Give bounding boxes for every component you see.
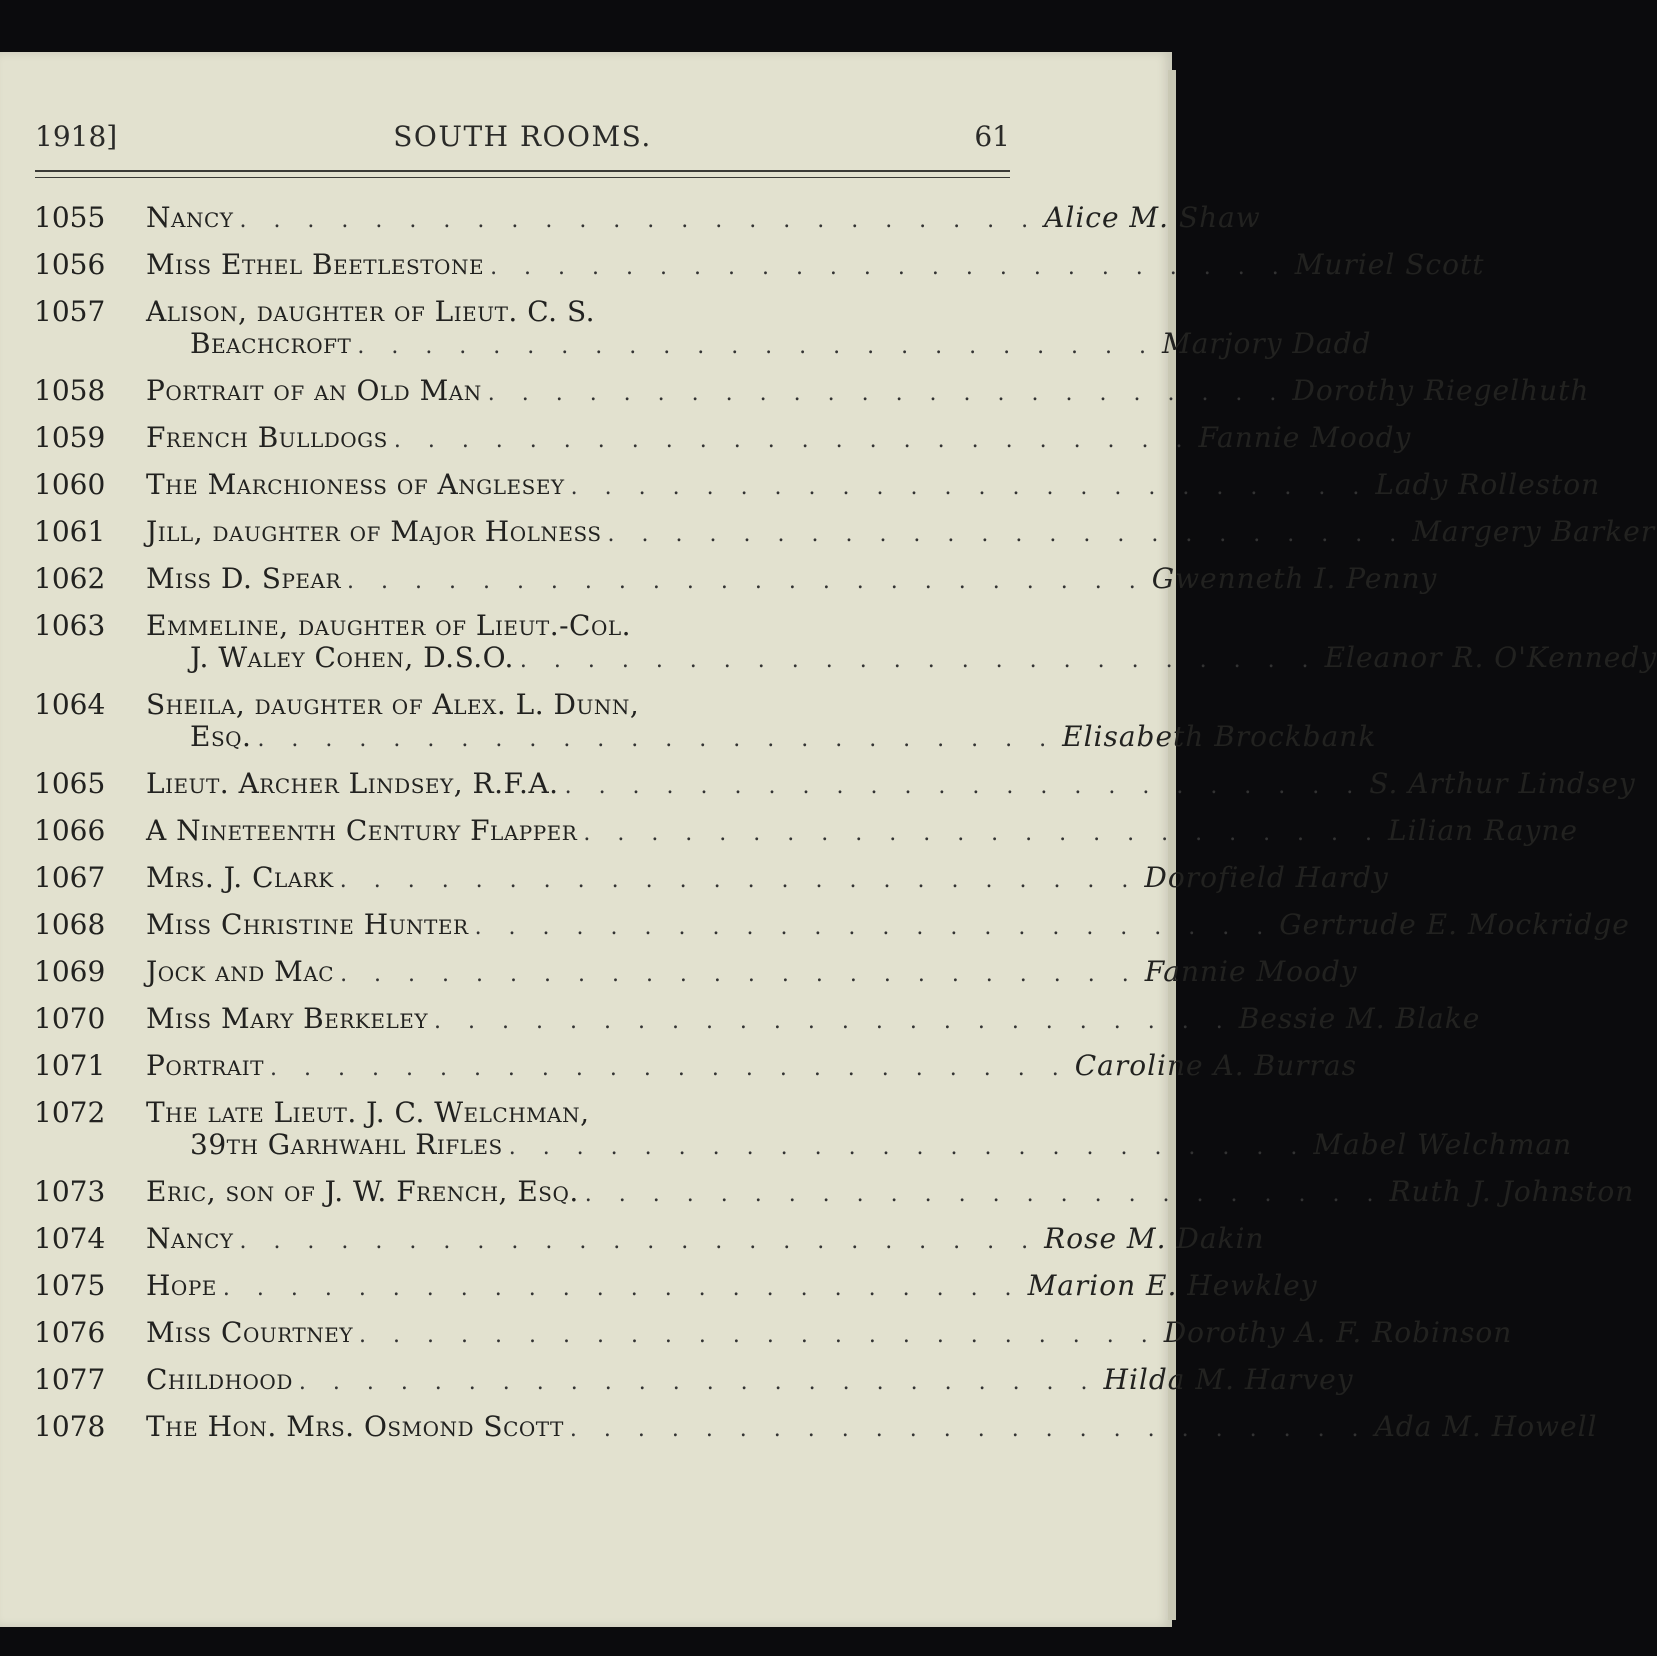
leader-dots: . . . . . . . . . . . . . . . . . . . . . . . . — [222, 1276, 1022, 1301]
entry-title-continued: Beachcroft — [190, 327, 352, 360]
leader-dots: . . . . . . . . . . . . . . . . . . . . . . . . — [340, 962, 1139, 987]
entry-number: 1069 — [34, 955, 106, 988]
entry-artist: Rose M. Dakin — [1044, 1222, 1265, 1255]
leader-dots: . . . . . . . . . . . . . . . . . . . . . . . . — [584, 1182, 1384, 1207]
entry-title: Jill, daughter of Major Holness — [146, 515, 602, 548]
entry-title: The late Lieut. J. C. Welchman, — [146, 1096, 590, 1129]
entry-number: 1072 — [34, 1096, 106, 1129]
header-year: 1918] — [35, 120, 118, 153]
entry-title: Miss D. Spear — [146, 562, 342, 595]
entry-number: 1077 — [34, 1363, 106, 1396]
catalogue-entries — [34, 196, 1657, 1452]
catalogue-entry — [34, 997, 1481, 1044]
entry-title: French Bulldogs — [146, 421, 388, 454]
leader-dots: . . . . . . . . . . . . . . . . . . . . . . . . — [583, 821, 1383, 846]
entry-title: Alison, daughter of Lieut. C. S. — [146, 295, 596, 328]
leader-dots: . . . . . . . . . . . . . . . . . . . . . . . . — [569, 1417, 1369, 1442]
leader-dots: . . . . . . . . . . . . . . . . . . . . . . . . — [564, 774, 1364, 799]
entry-title-continued: 39th Garhwahl Rifles — [190, 1128, 503, 1161]
catalogue-entry — [34, 510, 1656, 557]
leader-dots: . . . . . . . . . . . . . . . . . . . . . . . . — [487, 381, 1287, 406]
entry-title: Miss Christine Hunter — [146, 908, 469, 941]
leader-dots: . . . . . . . . . . . . . . . . . . . . . . . . — [393, 428, 1193, 453]
leader-dots: . . . . . . . . . . . . . . . . . . . . . . . . — [339, 868, 1139, 893]
entry-number: 1070 — [34, 1002, 106, 1035]
entry-number: 1065 — [34, 767, 106, 800]
entry-artist: Ada M. Howell — [1374, 1410, 1598, 1443]
leader-dots: . . . . . . . . . . . . . . . . . . . . . . . . — [607, 522, 1407, 547]
entry-title: The Hon. Mrs. Osmond Scott — [146, 1410, 564, 1443]
entry-number: 1071 — [34, 1049, 106, 1082]
page-number: 61 — [974, 120, 1010, 153]
entry-artist: Lilian Rayne — [1388, 814, 1578, 847]
leader-dots: . . . . . . . . . . . . . . . . . . . . . . . . — [570, 475, 1370, 500]
leader-dots: . . . . . . . . . . . . . . . . . . . . . . . . — [298, 1370, 1098, 1395]
entry-number: 1068 — [34, 908, 106, 941]
entry-title: Jock and Mac — [146, 955, 335, 988]
entry-artist: Fannie Moody — [1144, 955, 1358, 988]
catalogue-entry — [34, 1044, 1357, 1091]
entry-number: 1074 — [34, 1222, 106, 1255]
catalogue-entry — [34, 463, 1601, 510]
entry-title: Nancy — [146, 201, 234, 234]
catalogue-entry — [34, 196, 1261, 243]
entry-artist: Margery Barker — [1412, 515, 1656, 548]
catalogue-entry — [34, 1358, 1354, 1405]
entry-number: 1056 — [34, 248, 106, 281]
leader-dots: . . . . . . . . . . . . . . . . . . . . . . . . — [519, 648, 1319, 673]
entry-body — [146, 689, 1376, 756]
page-header — [35, 120, 1010, 160]
entry-number: 1066 — [34, 814, 106, 847]
catalogue-entry — [34, 856, 1389, 903]
entry-artist: S. Arthur Lindsey — [1369, 767, 1636, 800]
entry-artist: Marjory Dadd — [1162, 327, 1372, 360]
catalogue-entry — [34, 243, 1485, 290]
entry-number: 1075 — [34, 1269, 106, 1302]
leader-dots: . . . . . . . . . . . . . . . . . . . . . . . . — [357, 334, 1157, 359]
entry-number: 1063 — [34, 609, 106, 642]
entry-artist: Dorothy A. F. Robinson — [1163, 1316, 1513, 1349]
entry-artist: Hilda M. Harvey — [1103, 1363, 1354, 1396]
entry-artist: Bessie M. Blake — [1238, 1002, 1481, 1035]
entry-title: Hope — [146, 1269, 217, 1302]
entry-artist: Mabel Welchman — [1313, 1128, 1573, 1161]
leader-dots: . . . . . . . . . . . . . . . . . . . . . . . . — [239, 208, 1039, 233]
entry-title: Portrait — [146, 1049, 265, 1082]
entry-title: Lieut. Archer Lindsey, R.F.A. — [146, 767, 559, 800]
leader-dots: . . . . . . . . . . . . . . . . . . . . . . . . — [508, 1135, 1308, 1160]
entry-title: Nancy — [146, 1222, 234, 1255]
leader-dots: . . . . . . . . . . . . . . . . . . . . . . . . — [257, 727, 1057, 752]
entry-artist: Dorofield Hardy — [1144, 861, 1389, 894]
catalogue-entry — [34, 1264, 1318, 1311]
catalogue-entry — [34, 762, 1636, 809]
entry-title: A Nineteenth Century Flapper — [146, 814, 578, 847]
entry-artist: Ruth J. Johnston — [1389, 1175, 1635, 1208]
entry-title: Portrait of an Old Man — [146, 374, 482, 407]
entry-artist: Marion E. Hewkley — [1027, 1269, 1318, 1302]
entry-number: 1061 — [34, 515, 106, 548]
catalogue-entry — [34, 1311, 1513, 1358]
entry-number: 1078 — [34, 1410, 106, 1443]
entry-artist: Eleanor R. O'Kennedy — [1324, 641, 1657, 674]
catalogue-entry — [34, 903, 1630, 950]
entry-number: 1067 — [34, 861, 106, 894]
catalogue-entry — [34, 290, 1372, 369]
leader-dots: . . . . . . . . . . . . . . . . . . . . . . . . — [239, 1229, 1039, 1254]
catalogue-entry — [34, 369, 1590, 416]
entry-number: 1059 — [34, 421, 106, 454]
catalogue-entry — [34, 1091, 1573, 1170]
header-rule-thick — [35, 170, 1010, 172]
entry-body — [146, 610, 1657, 677]
leader-dots: . . . . . . . . . . . . . . . . . . . . . . . . — [270, 1056, 1069, 1081]
leader-dots: . . . . . . . . . . . . . . . . . . . . . . . . — [434, 1009, 1233, 1034]
entry-artist: Caroline A. Burras — [1074, 1049, 1357, 1082]
entry-title: Miss Ethel Beetlestone — [146, 248, 485, 281]
catalogue-entry — [34, 683, 1377, 762]
entry-title: Miss Courtney — [146, 1316, 354, 1349]
entry-body — [146, 1097, 1572, 1164]
entry-artist: Dorothy Riegelhuth — [1292, 374, 1590, 407]
catalogue-entry — [34, 557, 1438, 604]
entry-number: 1076 — [34, 1316, 106, 1349]
entry-artist: Alice M. Shaw — [1044, 201, 1261, 234]
entry-title: Emmeline, daughter of Lieut.-Col. — [146, 609, 632, 642]
entry-title: Sheila, daughter of Alex. L. Dunn, — [146, 688, 640, 721]
entry-number: 1055 — [34, 201, 106, 234]
catalogue-entry — [34, 809, 1578, 856]
catalogue-entry — [34, 950, 1358, 997]
entry-artist: Muriel Scott — [1294, 248, 1485, 281]
entry-number: 1073 — [34, 1175, 106, 1208]
entry-title: The Marchioness of Anglesey — [146, 468, 565, 501]
entry-artist: Gertrude E. Mockridge — [1279, 908, 1630, 941]
catalogue-entry — [34, 416, 1412, 463]
entry-number: 1064 — [34, 688, 106, 721]
catalogue-entry — [34, 1170, 1635, 1217]
entry-title: Eric, son of J. W. French, Esq. — [146, 1175, 579, 1208]
entry-title-continued: Esq. — [190, 720, 252, 753]
entry-number: 1058 — [34, 374, 106, 407]
catalogue-entry — [34, 604, 1657, 683]
entry-artist: Fannie Moody — [1198, 421, 1412, 454]
catalogue-entry — [34, 1405, 1598, 1452]
leader-dots: . . . . . . . . . . . . . . . . . . . . . . . . — [359, 1323, 1158, 1348]
entry-number: 1062 — [34, 562, 106, 595]
header-title: SOUTH ROOMS. — [393, 120, 652, 153]
leader-dots: . . . . . . . . . . . . . . . . . . . . . . . . — [490, 255, 1289, 280]
entry-title: Miss Mary Berkeley — [146, 1002, 429, 1035]
entry-title: Childhood — [146, 1363, 293, 1396]
entry-title: Mrs. J. Clark — [146, 861, 334, 894]
catalogue-entry — [34, 1217, 1265, 1264]
leader-dots: . . . . . . . . . . . . . . . . . . . . . . . . — [474, 915, 1274, 940]
entry-artist: Elisabeth Brockbank — [1062, 720, 1377, 753]
entry-title-continued: J. Waley Cohen, D.S.O. — [190, 641, 514, 674]
entry-number: 1060 — [34, 468, 106, 501]
leader-dots: . . . . . . . . . . . . . . . . . . . . . . . . — [347, 569, 1146, 594]
entry-artist: Lady Rolleston — [1375, 468, 1601, 501]
header-rule-thin — [35, 177, 1010, 178]
entry-body — [146, 296, 1371, 363]
entry-number: 1057 — [34, 295, 106, 328]
entry-artist: Gwenneth I. Penny — [1151, 562, 1438, 595]
